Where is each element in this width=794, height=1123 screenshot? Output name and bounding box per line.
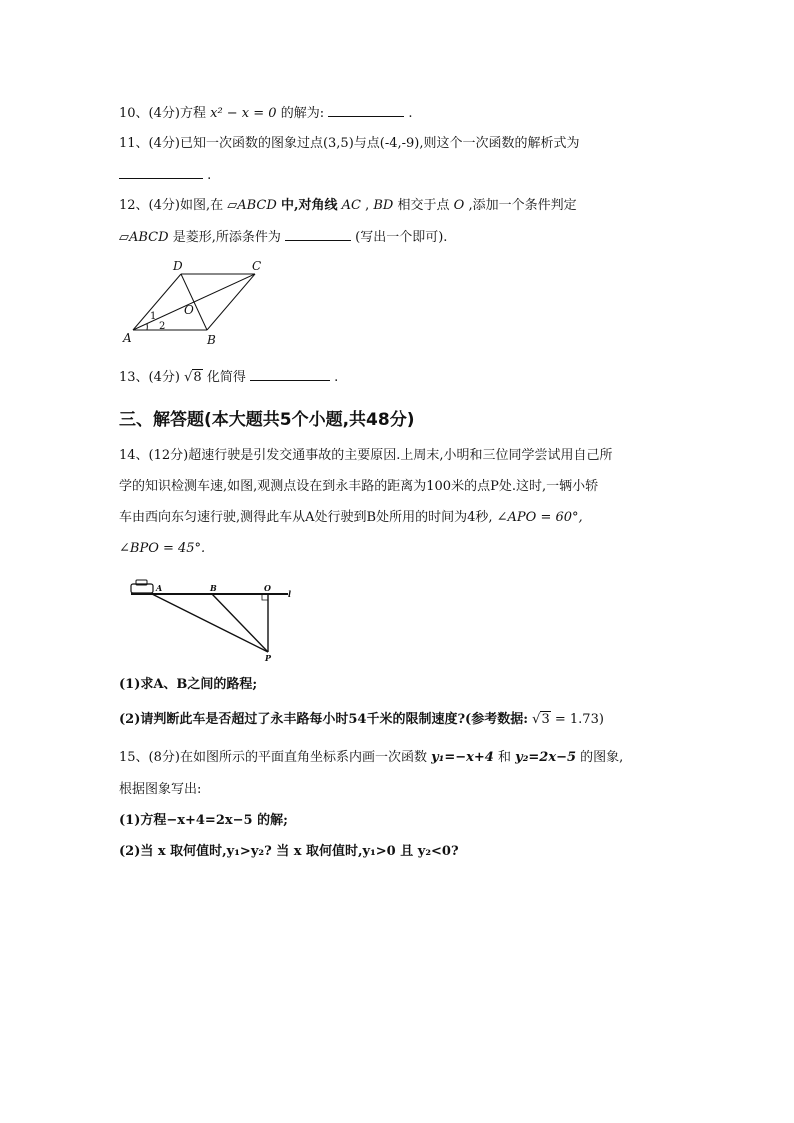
q12-line2-end: (写出一个即可). (355, 230, 448, 245)
q14-line2: 学的知识检测车速,如图,观测点设在到永丰路的距离为100米的点P处.这时,一辆小轿 (119, 479, 599, 494)
q15-sub2: (2)当 x 取何值时,y₁>y₂? 当 x 取何值时,y₁>0 且 y₂<0? (119, 844, 459, 859)
q15-y1: y₁=−x+4 (431, 750, 494, 765)
q15-y2: y₂=2x−5 (515, 750, 577, 765)
q11-answer-blank[interactable] (119, 166, 203, 179)
q11-end: . (207, 168, 212, 183)
q10-suffix: 的解为: (280, 106, 325, 121)
question-15-line1 (119, 749, 623, 767)
question-15-sub1 (119, 812, 288, 830)
diagonal-bd (181, 274, 207, 330)
q15-line1b: 的图象, (580, 750, 624, 765)
label-o: O (184, 303, 194, 317)
label-road-o: O (264, 583, 271, 593)
q12-sep: , (365, 198, 370, 213)
q10-prefix: 10、(4分)方程 (119, 106, 206, 121)
q10-equation: x² − x = 0 (210, 106, 277, 121)
question-14-sub2 (119, 711, 604, 729)
label-b: B (207, 333, 216, 347)
label-a: A (123, 331, 132, 345)
q14-radicand: 3 (541, 712, 550, 727)
q14-angle-apo: ∠APO = 60°, (496, 510, 583, 525)
q15-sub1: (1)方程−x+4=2x−5 的解; (119, 813, 288, 828)
q15-line2: 根据图象写出: (119, 782, 202, 797)
label-road-a: A (156, 583, 163, 593)
label-road-l: l (288, 589, 292, 599)
question-13 (119, 368, 338, 387)
question-10 (119, 104, 413, 123)
label-d: D (173, 259, 183, 273)
label-angle-1: 1 (150, 311, 157, 322)
q12-parallelogram-1: ▱ABCD (227, 198, 277, 213)
question-12-line2 (119, 228, 447, 247)
q14-sqrt: √3 (532, 712, 550, 727)
q15-and: 和 (497, 750, 511, 765)
label-road-p: P (265, 653, 272, 663)
q13-prefix: 13、(4分) (119, 370, 180, 385)
q14-sub2b: = 1.73) (554, 712, 604, 727)
question-14-line3 (119, 509, 583, 527)
question-14-line2 (119, 478, 598, 496)
question-12 (119, 197, 577, 215)
q12-prefix: 12、(4分)如图,在 (119, 198, 224, 213)
q13-sqrt: √8 (184, 370, 202, 385)
q14-line3a: 车由西向东匀速行驶,测得此车从A处行驶到B处所用的时间为4秒, (119, 510, 493, 525)
label-road-b: B (210, 583, 217, 593)
q10-answer-blank[interactable] (328, 104, 404, 117)
question-11 (119, 135, 580, 153)
q14-sub2a: (2)请判断此车是否超过了永丰路每小时54千米的限制速度?(参考数据: (119, 712, 529, 727)
q15-line1a: 15、(8分)在如图所示的平面直角坐标系内画一次函数 (119, 750, 427, 765)
q12-mid: 中,对角线 (280, 198, 338, 213)
q10-end: . (408, 106, 413, 121)
q12-ac: AC (341, 198, 361, 213)
q13-suffix: 化简得 (206, 370, 246, 385)
q12-line2: 是菱形,所添条件为 (172, 230, 281, 245)
question-14-sub1 (119, 676, 257, 694)
question-15-sub2 (119, 843, 459, 861)
question-14-line4 (119, 540, 205, 558)
parallelogram-figure (115, 258, 275, 350)
side-da (133, 274, 181, 330)
q13-answer-blank[interactable] (250, 368, 330, 381)
q14-line1: 14、(12分)超速行驶是引发交通事故的主要原因.上周末,小明和三位同学尝试用自己所 (119, 448, 613, 463)
q12-mid2: 相交于点 (397, 198, 450, 213)
q12-bd: BD (373, 198, 394, 213)
question-14-line1 (119, 447, 613, 465)
q12-tail: ,添加一个条件判定 (468, 198, 577, 213)
road-figure (128, 578, 298, 664)
question-11-line2 (119, 166, 211, 185)
q11-text: 11、(4分)已知一次函数的图象过点(3,5)与点(-4,-9),则这个一次函数的解析式为 (119, 136, 580, 151)
q13-radicand: 8 (193, 370, 202, 385)
section-3-heading: 三、解答题(本大题共5个小题,共48分) (119, 410, 415, 430)
q12-parallelogram-2: ▱ABCD (119, 230, 169, 245)
q12-o: O (453, 198, 465, 213)
q13-end: . (334, 370, 339, 385)
side-bc (207, 274, 255, 330)
line-bp (212, 594, 268, 652)
label-c: C (252, 259, 262, 273)
question-15-line2 (119, 781, 201, 799)
q12-answer-blank[interactable] (285, 228, 351, 241)
q14-angle-bpo: ∠BPO = 45°. (119, 541, 206, 556)
label-angle-2: 2 (159, 321, 166, 332)
q14-sub1: (1)求A、B之间的路程; (119, 677, 258, 692)
line-ap (152, 594, 268, 652)
